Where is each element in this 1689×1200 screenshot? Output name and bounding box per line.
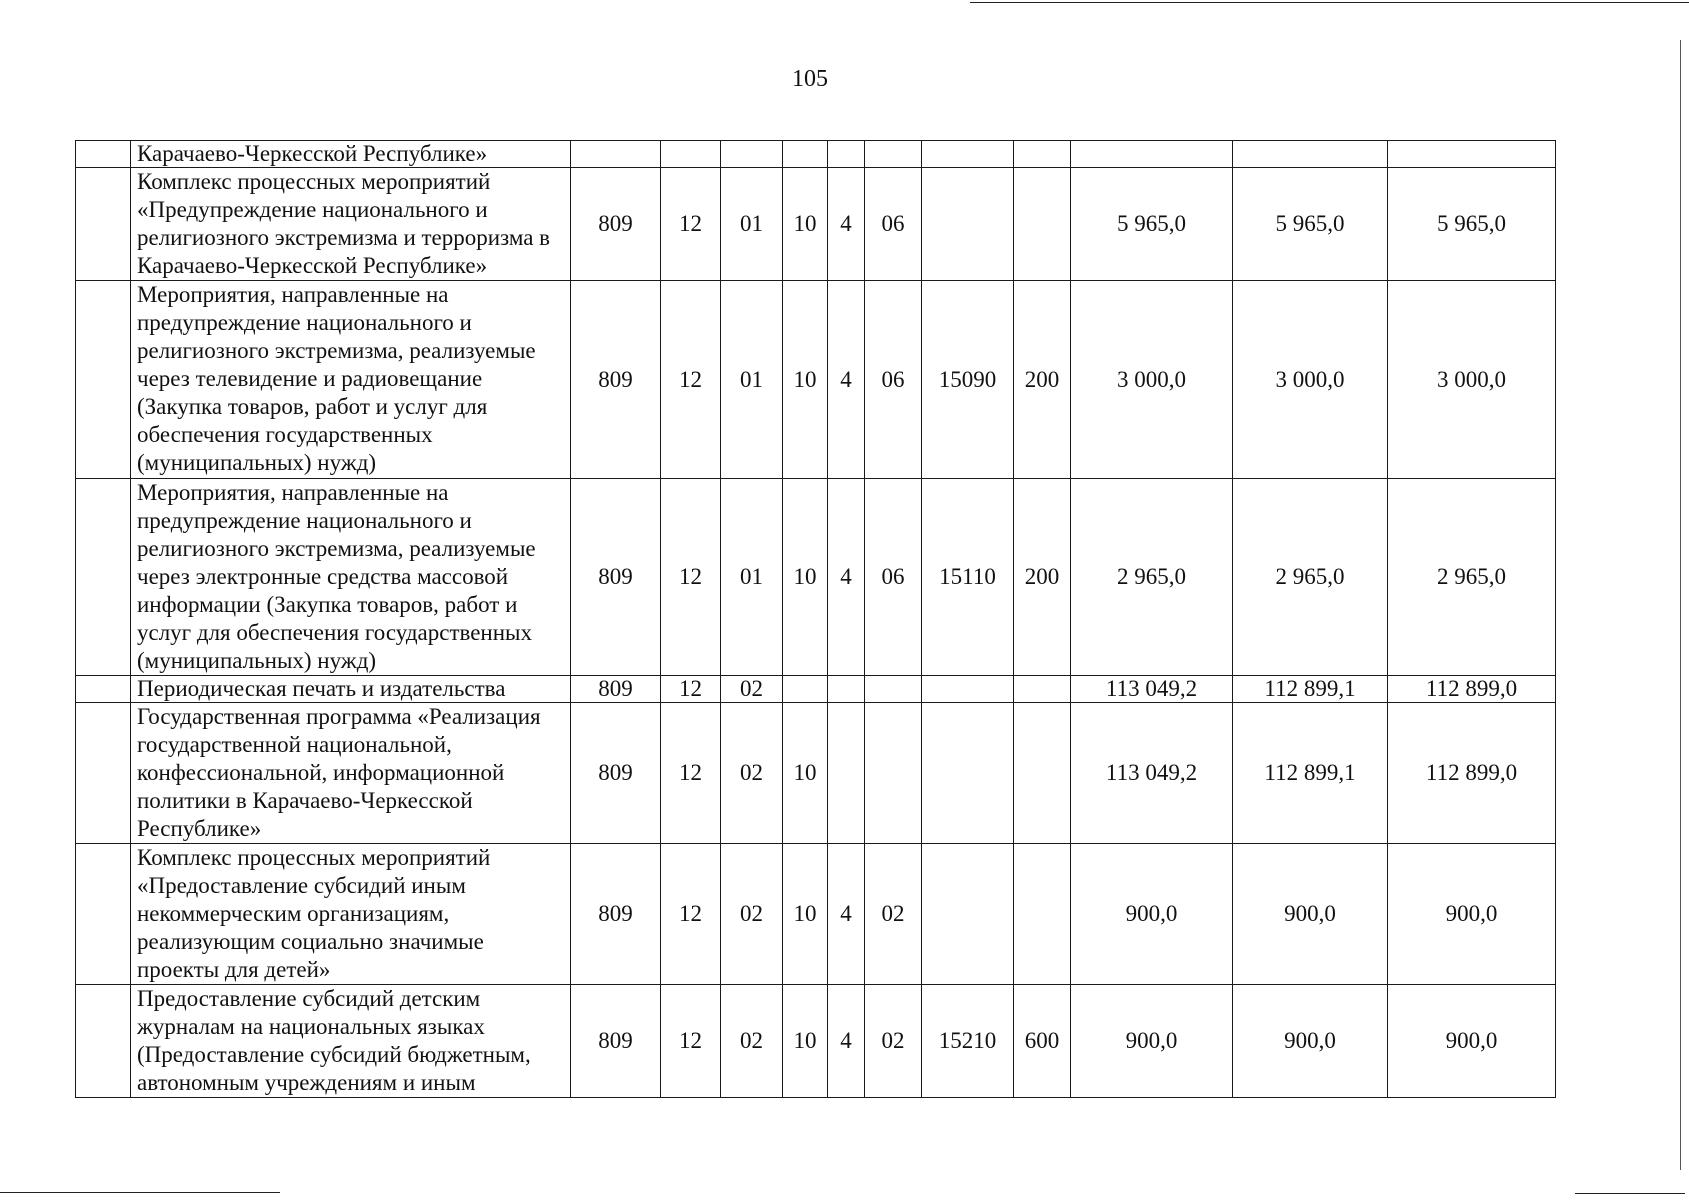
row-value-cell xyxy=(1014,141,1071,168)
row-value-cell: 5 965,0 xyxy=(1071,168,1233,281)
row-name-cell: Мероприятия, направленные на предупреждение национального и религиозного экстремизма, реализуемые через электронные средства массовой информации (Закупка товаров, работ и услуг для обеспечения государственных (муниципальных) нужд) xyxy=(131,479,571,676)
row-value-cell: 900,0 xyxy=(1233,985,1388,1098)
row-value-cell xyxy=(922,676,1014,703)
row-value-cell: 12 xyxy=(661,479,721,676)
row-value-cell: 15090 xyxy=(922,281,1014,479)
row-value-cell: 4 xyxy=(828,844,865,985)
row-name-cell: Предоставление субсидий детским журналам на национальных языках (Предоставление субсидий бюджетным, автономным учреждениям и иным xyxy=(131,985,571,1098)
row-margin-cell xyxy=(76,141,131,168)
row-value-cell: 809 xyxy=(571,844,661,985)
row-value-cell: 15110 xyxy=(922,479,1014,676)
scan-edge-line-top xyxy=(970,2,1689,3)
row-value-cell: 3 000,0 xyxy=(1071,281,1233,479)
row-value-cell xyxy=(1014,703,1071,844)
row-name-cell: Комплекс процессных мероприятий «Предупреждение национального и религиозного экстремизма и терроризма в Карачаево-Черкесской Республике» xyxy=(131,168,571,281)
row-value-cell: 01 xyxy=(721,168,783,281)
row-value-cell: 06 xyxy=(865,479,922,676)
row-value-cell xyxy=(922,168,1014,281)
row-name-cell: Карачаево-Черкесской Республике» xyxy=(131,141,571,168)
row-value-cell: 10 xyxy=(783,168,828,281)
row-value-cell: 02 xyxy=(721,844,783,985)
table-body xyxy=(76,141,1556,1098)
row-margin-cell xyxy=(76,168,131,281)
row-value-cell xyxy=(828,676,865,703)
table-row xyxy=(76,479,1556,676)
row-value-cell xyxy=(828,703,865,844)
table-row xyxy=(76,985,1556,1098)
table-row xyxy=(76,844,1556,985)
scan-edge-line-right xyxy=(1680,40,1681,1170)
row-value-cell: 12 xyxy=(661,703,721,844)
row-value-cell: 15210 xyxy=(922,985,1014,1098)
row-value-cell: 2 965,0 xyxy=(1071,479,1233,676)
row-value-cell xyxy=(865,703,922,844)
row-value-cell: 12 xyxy=(661,985,721,1098)
row-value-cell xyxy=(1233,141,1388,168)
row-value-cell: 02 xyxy=(721,703,783,844)
row-value-cell xyxy=(1071,141,1233,168)
row-value-cell: 10 xyxy=(783,844,828,985)
row-name-cell: Государственная программа «Реализация государственной национальной, конфессиональной, информационной политики в Карачаево-Черкесской Республике» xyxy=(131,703,571,844)
row-value-cell xyxy=(865,141,922,168)
row-margin-cell xyxy=(76,844,131,985)
row-value-cell: 809 xyxy=(571,676,661,703)
scan-edge-line-bottom-left xyxy=(0,1192,280,1193)
table-row xyxy=(76,168,1556,281)
row-value-cell xyxy=(661,141,721,168)
row-margin-cell xyxy=(76,281,131,479)
row-value-cell: 4 xyxy=(828,479,865,676)
row-value-cell xyxy=(783,676,828,703)
row-value-cell xyxy=(922,703,1014,844)
row-value-cell: 900,0 xyxy=(1388,844,1556,985)
row-value-cell: 809 xyxy=(571,168,661,281)
row-value-cell: 02 xyxy=(865,985,922,1098)
row-margin-cell xyxy=(76,676,131,703)
row-value-cell: 809 xyxy=(571,479,661,676)
budget-table xyxy=(75,140,1556,1098)
row-value-cell: 112 899,0 xyxy=(1388,676,1556,703)
row-value-cell: 02 xyxy=(865,844,922,985)
row-value-cell: 2 965,0 xyxy=(1388,479,1556,676)
row-value-cell: 200 xyxy=(1014,281,1071,479)
row-value-cell: 01 xyxy=(721,479,783,676)
row-value-cell: 3 000,0 xyxy=(1233,281,1388,479)
row-value-cell: 900,0 xyxy=(1071,844,1233,985)
row-value-cell: 4 xyxy=(828,985,865,1098)
row-value-cell xyxy=(571,141,661,168)
row-value-cell: 900,0 xyxy=(1071,985,1233,1098)
row-value-cell: 5 965,0 xyxy=(1388,168,1556,281)
row-value-cell: 112 899,0 xyxy=(1388,703,1556,844)
row-value-cell: 10 xyxy=(783,703,828,844)
row-value-cell: 113 049,2 xyxy=(1071,676,1233,703)
row-value-cell: 200 xyxy=(1014,479,1071,676)
table-row xyxy=(76,676,1556,703)
row-value-cell: 900,0 xyxy=(1233,844,1388,985)
row-value-cell xyxy=(721,141,783,168)
row-value-cell xyxy=(1014,844,1071,985)
row-value-cell: 02 xyxy=(721,676,783,703)
row-value-cell: 3 000,0 xyxy=(1388,281,1556,479)
row-value-cell xyxy=(783,141,828,168)
row-value-cell: 112 899,1 xyxy=(1233,703,1388,844)
row-value-cell xyxy=(828,141,865,168)
row-value-cell: 600 xyxy=(1014,985,1071,1098)
row-value-cell xyxy=(922,141,1014,168)
row-value-cell xyxy=(922,844,1014,985)
row-value-cell: 10 xyxy=(783,479,828,676)
row-value-cell xyxy=(1014,676,1071,703)
row-name-cell: Периодическая печать и издательства xyxy=(131,676,571,703)
row-value-cell xyxy=(1388,141,1556,168)
row-value-cell: 809 xyxy=(571,281,661,479)
row-value-cell: 809 xyxy=(571,703,661,844)
row-value-cell: 06 xyxy=(865,281,922,479)
table-row xyxy=(76,281,1556,479)
page-number: 105 xyxy=(792,66,828,92)
row-value-cell: 01 xyxy=(721,281,783,479)
row-value-cell: 113 049,2 xyxy=(1071,703,1233,844)
row-value-cell: 12 xyxy=(661,168,721,281)
row-value-cell: 900,0 xyxy=(1388,985,1556,1098)
scan-edge-line-bottom-right xyxy=(1575,1193,1685,1194)
row-name-cell: Мероприятия, направленные на предупреждение национального и религиозного экстремизма, реализуемые через телевидение и радиовещание (Закупка товаров, работ и услуг для обеспечения государственных (муниципальных) нужд) xyxy=(131,281,571,479)
row-value-cell: 12 xyxy=(661,844,721,985)
row-value-cell xyxy=(865,676,922,703)
row-value-cell: 10 xyxy=(783,985,828,1098)
row-value-cell: 06 xyxy=(865,168,922,281)
row-value-cell xyxy=(1014,168,1071,281)
row-value-cell: 5 965,0 xyxy=(1233,168,1388,281)
row-value-cell: 112 899,1 xyxy=(1233,676,1388,703)
row-margin-cell xyxy=(76,985,131,1098)
row-name-cell: Комплекс процессных мероприятий «Предоставление субсидий иным некоммерческим организациям, реализующим социально значимые проекты для детей» xyxy=(131,844,571,985)
row-margin-cell xyxy=(76,703,131,844)
table-row xyxy=(76,703,1556,844)
row-value-cell: 10 xyxy=(783,281,828,479)
row-margin-cell xyxy=(76,479,131,676)
row-value-cell: 4 xyxy=(828,281,865,479)
row-value-cell: 02 xyxy=(721,985,783,1098)
row-value-cell: 12 xyxy=(661,281,721,479)
row-value-cell: 12 xyxy=(661,676,721,703)
row-value-cell: 2 965,0 xyxy=(1233,479,1388,676)
table-row xyxy=(76,141,1556,168)
row-value-cell: 809 xyxy=(571,985,661,1098)
row-value-cell: 4 xyxy=(828,168,865,281)
